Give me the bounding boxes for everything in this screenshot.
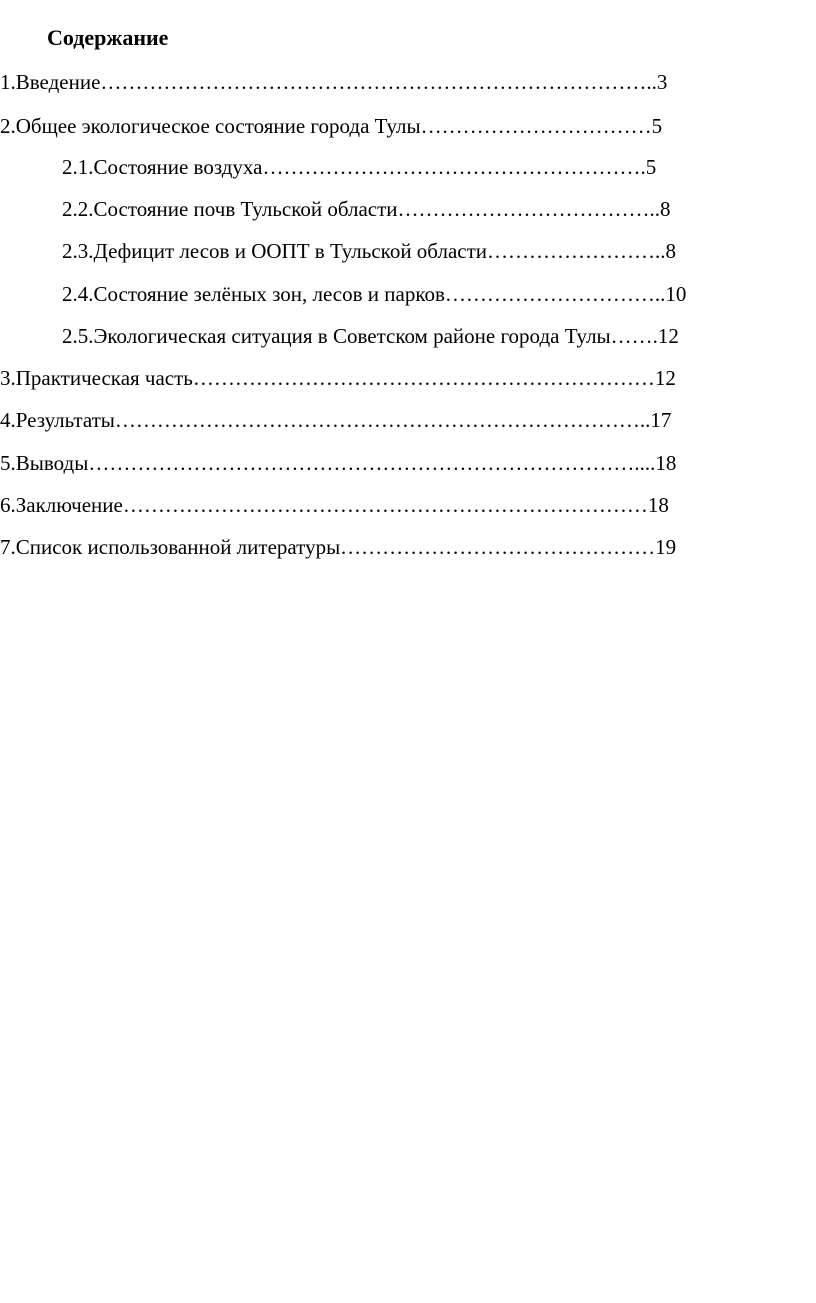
toc-entry-soil-state: 2.2.Состояние почв Тульской области………………………………..8 [62, 197, 671, 221]
toc-entry-air-state: 2.1.Состояние воздуха……………………………………………….5 [62, 155, 657, 179]
toc-entry-introduction: 1.Введение……………………………………………………………………..3 [0, 70, 668, 94]
toc-entry-practical-part: 3.Практическая часть…………………………………………………………12 [0, 366, 676, 390]
toc-entry-sovetsky-district: 2.5.Экологическая ситуация в Советском районе города Тулы…….12 [62, 324, 679, 348]
toc-title: Содержание [47, 25, 169, 50]
toc-entry-forest-deficit: 2.3.Дефицит лесов и ООПТ в Тульской области……………………..8 [62, 239, 677, 263]
toc-entry-references: 7.Список использованной литературы………………………………………19 [0, 535, 677, 559]
toc-entry-final-summary: 6.Заключение…………………………………………………………………18 [0, 493, 669, 517]
toc-entry-green-zones: 2.4.Состояние зелёных зон, лесов и парков…………………………..10 [62, 282, 687, 306]
toc-entry-conclusions: 5.Выводы……………………………………………………………………....18 [0, 451, 677, 475]
toc-entry-ecological-state: 2.Общее экологическое состояние города Тулы……………………………5 [0, 114, 663, 138]
toc-entry-results: 4.Результаты…………………………………………………………………..17 [0, 408, 672, 432]
